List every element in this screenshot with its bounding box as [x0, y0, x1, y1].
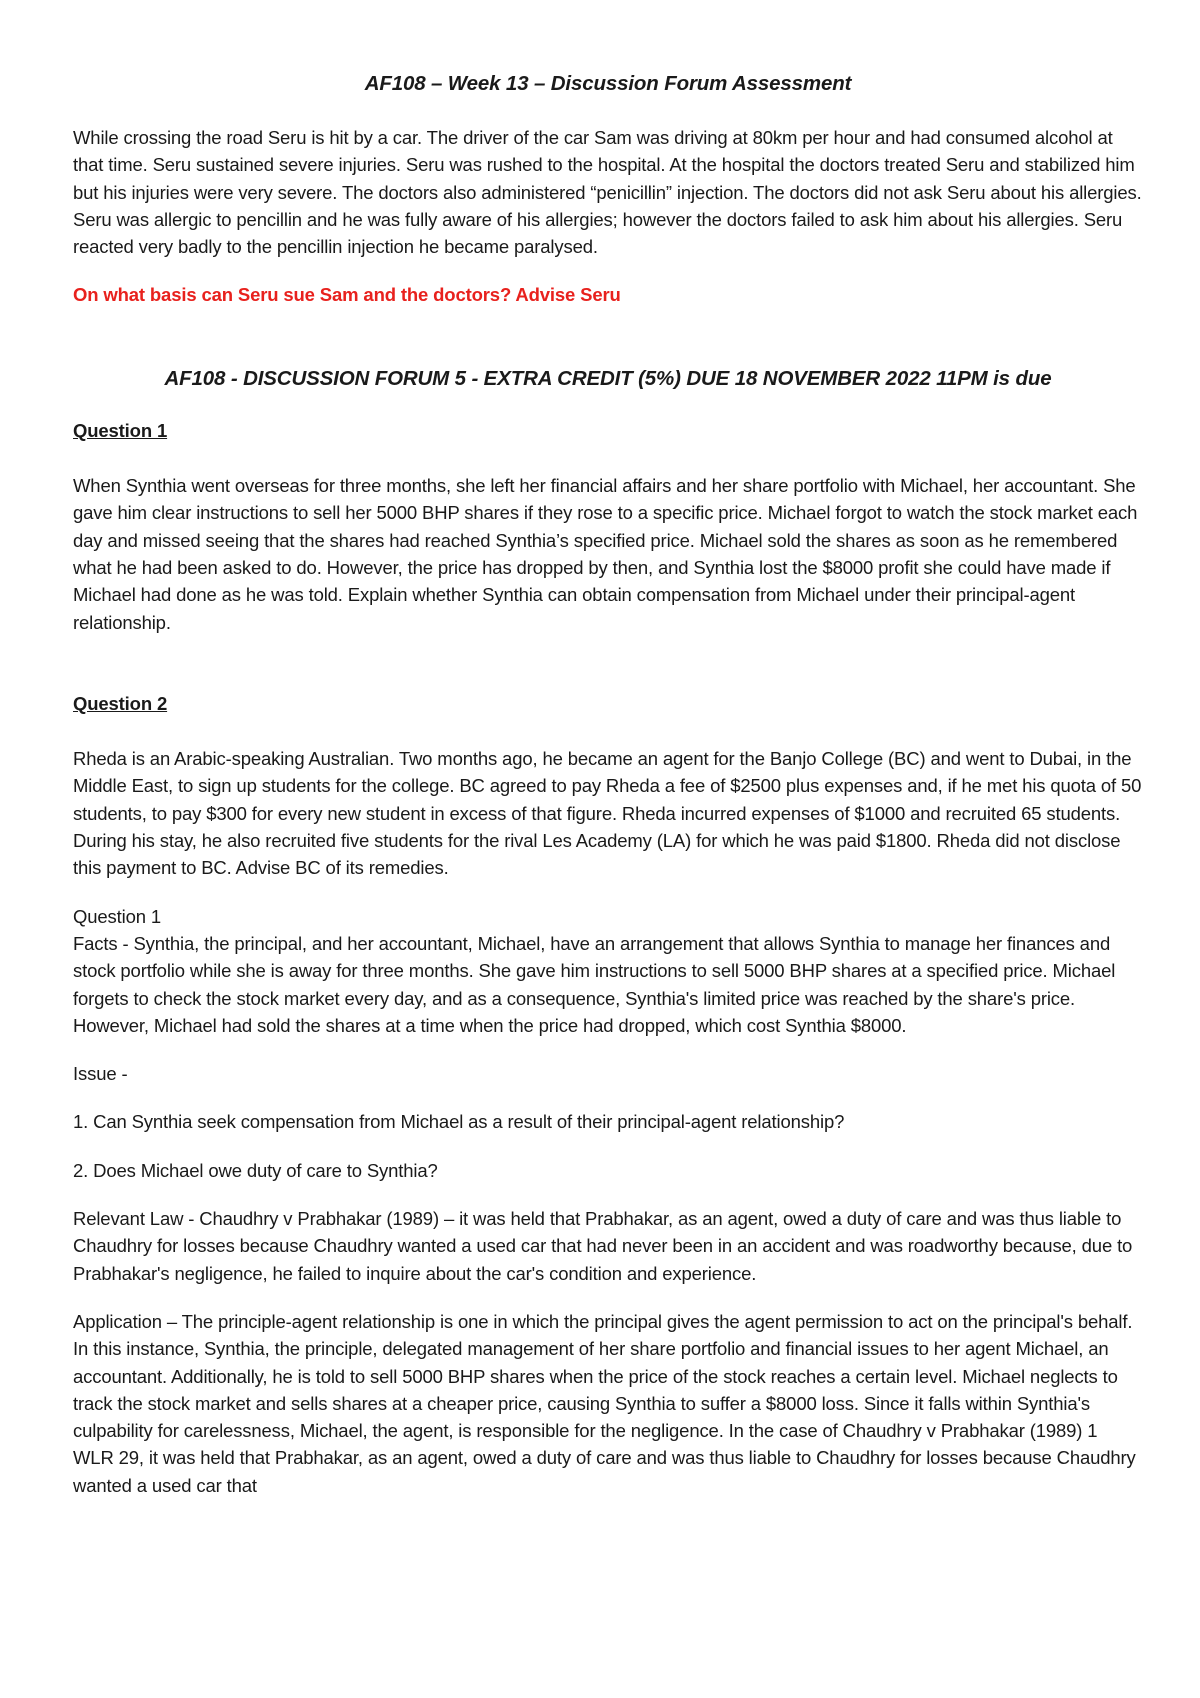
question1-text: When Synthia went overseas for three months, she left her financial affairs and her share portfolio with Michael, her accountant. She gave him clear instructions to sell her 5000 BHP shares if they rose to a specific price. Michael forgot to watch the stock market each day and missed seeing that the shares had reached Synthia’s specified price. Michael sold the shares as soon as he remembered what he had been asked to do. However, the price has dropped by then, and Synthia lost the $8000 profit she could have made if Michael had done as he was told. Explain whether Synthia can obtain compensation from Michael under their principal-agent relationship. [73, 475, 1138, 633]
document-page [73, 70, 1143, 1499]
seru-question: On what basis can Seru sue Sam and the doctors? Advise Seru [73, 284, 621, 306]
seru-scenario-paragraph: While crossing the road Seru is hit by a car. The driver of the car Sam was driving at 80km per hour and had consumed alcohol at that time. Seru sustained severe injuries. Seru was rushed to the hospital. At the hospital the doctors treated Seru and stabilized him but his injuries were very severe. The doctors also administered “penicillin” injection. The doctors did not ask Seru about his allergies. Seru was allergic to pencillin and he was fully aware of his allergies; however the doctors failed to ask him about his allergies. Seru reacted very badly to the pencillin injection he became paralysed. [73, 127, 1142, 258]
question2-text: Rheda is an Arabic-speaking Australian. Two months ago, he became an agent for the Banjo College (BC) and went to Dubai, in the Middle East, to sign up students for the college. BC agreed to pay Rheda a fee of $2500 plus expenses and, if he met his quota of 50 students, to pay $300 for every new student in excess of that figure. Rheda incurred expenses of $1000 and recruited 65 students. During his stay, he also recruited five students for the rival Les Academy (LA) for which he was paid $1800. Rheda did not disclose this payment to BC. Advise BC of its remedies. [73, 748, 1142, 879]
answer-application: Application – The principle-agent relationship is one in which the principal gives the agent permission to act on the principal's behalf. In this instance, Synthia, the principle, delegated management of her share portfolio and financial issues to her agent Michael, an accountant. Additionally, he is told to sell 5000 BHP shares when the price of the stock reaches a certain level. Michael neglects to track the stock market and sells shares at a cheaper price, causing Synthia to suffer a $8000 loss. Since it falls within Synthia's culpability for carelessness, Michael, the agent, is responsible for the negligence. In the case of Chaudhry v Prabhakar (1989) 1 WLR 29, it was held that Prabhakar, as an agent, owed a duty of care and was thus liable to Chaudhry for losses because Chaudhry wanted a used car that [73, 1310, 1136, 1496]
answer-issue-label: Issue - [73, 1063, 128, 1085]
answer-facts: Facts - Synthia, the principal, and her accountant, Michael, have an arrangement that allows Synthia to manage her finances and stock portfolio while she is away for three months. She gave him instructions to sell 5000 BHP shares at a specified price. Michael forgets to check the stock market every day, and as a consequence, Synthia's limited price was reached by the share's price. However, Michael had sold the shares at a time when the price had dropped, which cost Synthia $8000. [73, 932, 1116, 1036]
forum5-title: AF108 - DISCUSSION FORUM 5 - EXTRA CREDIT (5%) DUE 18 NOVEMBER 2022 11PM is due [164, 366, 1052, 390]
answer-issue-1: 1. Can Synthia seek compensation from Michael as a result of their principal-agent relationship? [73, 1111, 845, 1133]
question1-heading: Question 1 [73, 419, 168, 441]
answer-issue-2: 2. Does Michael owe duty of care to Synthia? [73, 1159, 438, 1181]
answer-relevant-law: Relevant Law - Chaudhry v Prabhakar (1989) – it was held that Prabhakar, as an agent, owed a duty of care and was thus liable to Chaudhry for losses because Chaudhry wanted a used car that had never been in an accident and was roadworthy because, due to Prabhakar's negligence, he failed to inquire about the car's condition and experience. [73, 1208, 1133, 1284]
question2-heading: Question 2 [73, 692, 168, 714]
week13-title: AF108 – Week 13 – Discussion Forum Assessment [364, 72, 852, 95]
answer-heading: Question 1 [73, 905, 161, 927]
